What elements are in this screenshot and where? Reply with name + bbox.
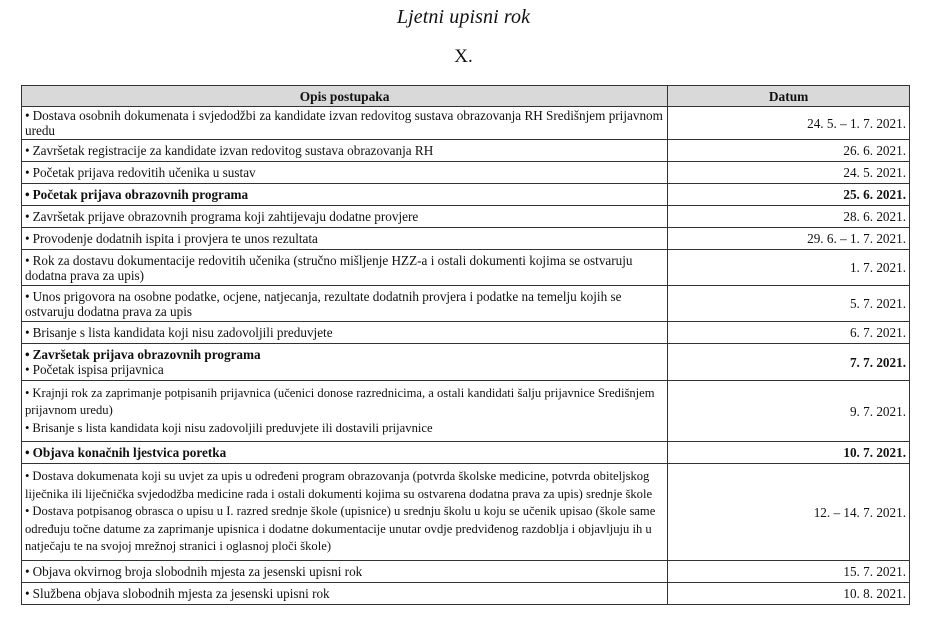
description-text: Završetak registracije za kandidate izvan redovitog sustava obrazovanja RH [32,143,434,158]
bullet-icon: • [25,165,30,180]
date-cell: 29. 6. – 1. 7. 2021. [668,228,910,250]
description-text: Službena objava slobodnih mjesta za jesenski upisni rok [32,586,330,601]
bullet-icon: • [25,586,30,601]
table-row [22,583,910,605]
bullet-icon: • [25,564,30,579]
section-number: X. [454,46,473,67]
bullet-icon: • [25,325,30,340]
date-cell: 6. 7. 2021. [668,322,910,344]
description-cell [22,250,668,286]
description-text: Brisanje s lista kandidata koji nisu zadovoljili preduvjete ili dostavili prijavnice [32,420,433,435]
description-cell [22,442,668,464]
bullet-icon: • [25,143,30,158]
column-header-description: Opis postupaka [22,86,668,107]
description-cell [22,206,668,228]
table-row [22,561,910,583]
description-text: Završetak prijava obrazovnih programa [32,347,261,362]
table-header [22,86,910,107]
date-cell: 1. 7. 2021. [668,250,910,286]
description-line [25,564,664,579]
table-row [22,381,910,442]
description-cell [22,583,668,605]
table-row [22,228,910,250]
description-line [25,289,664,319]
description-cell [22,322,668,344]
description-line [25,362,664,377]
date-cell: 25. 6. 2021. [668,184,910,206]
description-text: Početak prijava redovitih učenika u sustav [32,165,256,180]
description-line [25,468,664,503]
description-line [25,586,664,601]
table-row [22,206,910,228]
date-cell: 15. 7. 2021. [668,561,910,583]
table-row [22,322,910,344]
description-line [25,325,664,340]
description-line [25,503,664,556]
description-cell [22,286,668,322]
bullet-icon: • [25,252,30,268]
bullet-icon: • [25,362,30,377]
description-line [25,108,664,138]
description-text: Objava okvirnog broja slobodnih mjesta za jesenski upisni rok [32,564,363,579]
description-line [25,187,664,202]
bullet-icon: • [25,108,30,123]
description-line [25,209,664,224]
bullet-icon: • [25,347,30,362]
description-text: Početak ispisa prijavnica [32,362,164,377]
bullet-icon: • [25,231,30,246]
table-row [22,140,910,162]
bullet-icon: • [25,445,30,460]
description-text: Početak prijava obrazovnih programa [32,187,249,202]
bullet-icon: • [25,385,30,400]
bullet-icon: • [25,420,30,435]
description-cell [22,561,668,583]
description-text: Objava konačnih ljestvica poretka [32,445,227,460]
description-text: Brisanje s lista kandidata koji nisu zadovoljili preduvjete [32,325,333,340]
description-cell [22,344,668,381]
date-cell: 5. 7. 2021. [668,286,910,322]
date-cell: 12. – 14. 7. 2021. [668,464,910,561]
description-text: Unos prigovora na osobne podatke, ocjene, natjecanja, rezultate dodatnih provjera i podatke na temelju kojih se ostvaruju dodatna prava za upis [25,288,622,319]
description-line [25,253,664,283]
table-row [22,162,910,184]
page-title: Ljetni upisni rok [396,6,531,28]
table-row [22,344,910,381]
description-cell [22,228,668,250]
description-text: Krajnji rok za zaprimanje potpisanih prijavnica (učenici donose razrednicima, a ostali kandidati šalju prijavnice Središnjem prijavnom uredu) [25,385,655,418]
date-cell: 28. 6. 2021. [668,206,910,228]
description-cell [22,140,668,162]
date-cell: 24. 5. – 1. 7. 2021. [668,107,910,140]
description-cell [22,162,668,184]
bullet-icon: • [25,504,30,519]
description-text: Dostava potpisanog obrasca o upisu u I. razred srednje škole (upisnice) u srednju školu u koju se učenik upisao (škole same određuju točne datume za zaprimanje upisnica i dodatne dokumentacije unutar ovdje predviđenog razdoblja i objavljuju ih u natječaju te na svojoj mrežnoj stranici i oglasnoj ploči škole) [25,504,656,554]
bullet-icon: • [25,209,30,224]
description-line [25,445,664,460]
description-text: Rok za dostavu dokumentacije redovitih učenika (stručno mišljenje HZZ-a i ostali dokumenti kojima se ostvaruju dodatna prava za upis) [25,252,633,283]
description-text: Dostava dokumenata koji su uvjet za upis u određeni program obrazovanja (potvrda školske medicine, potvrda obiteljskog liječnika ili liječnička svjedodžba medicine rada i ostali dokumenti kojima su ostvarena dodatna prava za upis) srednje škole [25,469,653,501]
date-cell: 9. 7. 2021. [668,381,910,442]
bullet-icon: • [25,469,30,484]
date-cell: 10. 8. 2021. [668,583,910,605]
description-cell [22,107,668,140]
description-text: Provodenje dodatnih ispita i provjera te unos rezultata [32,231,318,246]
description-line [25,347,664,362]
description-line [25,143,664,158]
description-text: Završetak prijave obrazovnih programa koji zahtijevaju dodatne provjere [32,209,419,224]
table-row [22,107,910,140]
description-cell [22,184,668,206]
description-cell [22,381,668,442]
table-row [22,184,910,206]
date-cell: 7. 7. 2021. [668,344,910,381]
table-body [22,107,910,605]
date-cell: 10. 7. 2021. [668,442,910,464]
description-line [25,165,664,180]
date-cell: 24. 5. 2021. [668,162,910,184]
table-row [22,250,910,286]
table-row [22,442,910,464]
column-header-date: Datum [668,86,910,107]
table-row [22,286,910,322]
date-cell: 26. 6. 2021. [668,140,910,162]
description-line [25,231,664,246]
header-row [22,86,910,107]
description-line [25,420,664,438]
description-text: Dostava osobnih dokumenata i svjedodžbi za kandidate izvan redovitog sustava obrazovanja RH Središnjem prijavnom uredu [25,108,663,138]
description-line [25,385,664,420]
bullet-icon: • [25,187,30,202]
bullet-icon: • [25,288,30,304]
schedule-table [21,85,910,605]
table-row [22,464,910,561]
description-cell [22,464,668,561]
